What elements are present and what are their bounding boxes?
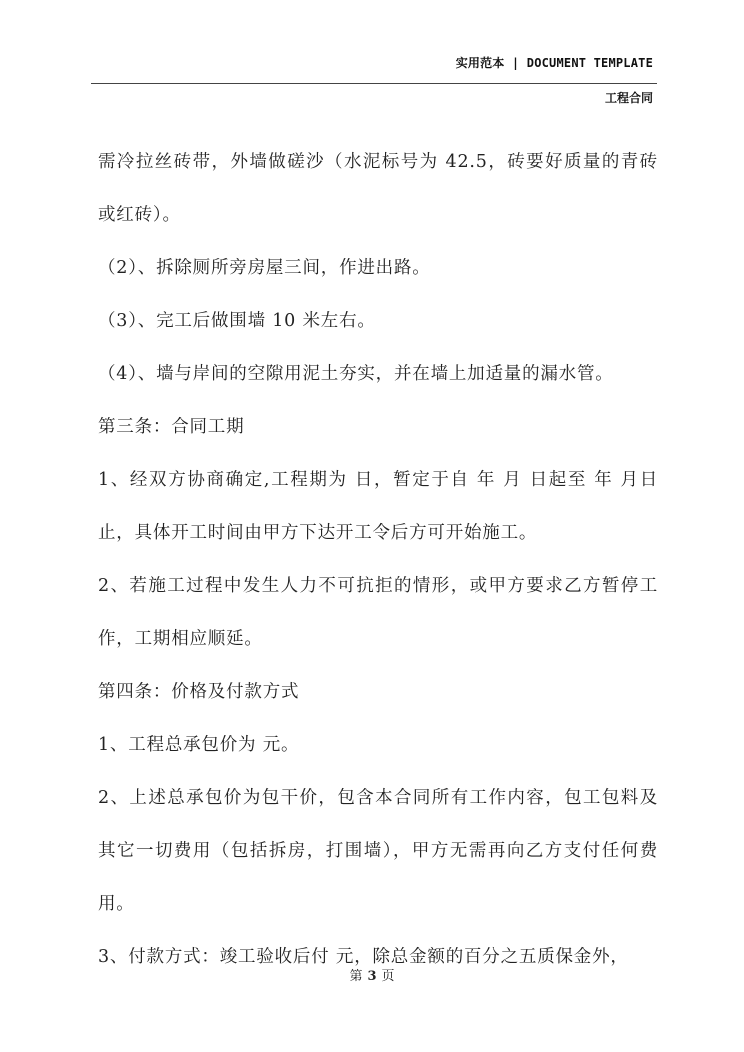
paragraph-schedule-extension: 2、若施工过程中发生人力不可抗拒的情形，或甲方要求乙方暂停工作，工期相应顺延。: [98, 576, 658, 649]
page-number: 3: [367, 969, 377, 984]
header-divider: [91, 83, 657, 84]
document-body: [98, 136, 658, 984]
paragraph-schedule: 1、经双方协商确定,工程期为 日，暂定于自 年 月 日起至 年 月日止，具体开工时间由甲方下达开工令后方可开始施工。: [98, 470, 658, 543]
section-heading-article-3: 第三条：合同工期: [98, 417, 245, 437]
page-footer: [0, 965, 744, 984]
paragraph-material-spec: 需冷拉丝砖带，外墙做磋沙（水泥标号为 42.5，砖要好质量的青砖或红砖）。: [98, 152, 658, 225]
paragraph-fill-gap: （4）、墙与岸间的空隙用泥土夯实，并在墙上加适量的漏水管。: [98, 364, 614, 384]
footer-suffix: 页: [381, 969, 395, 984]
paragraph-total-price: 1、工程总承包价为 元。: [98, 735, 300, 755]
header-title: 实用范本 | DOCUMENT TEMPLATE: [455, 56, 653, 70]
paragraph-build-wall: （3）、完工后做围墙 10 米左右。: [98, 311, 376, 331]
footer-prefix: 第: [349, 969, 363, 984]
section-heading-article-4: 第四条：价格及付款方式: [98, 682, 300, 702]
paragraph-payment-method: 3、付款方式：竣工验收后付 元，除总金额的百分之五质保金外，: [98, 947, 629, 967]
paragraph-lump-sum: 2、上述总承包价为包干价，包含本合同所有工作内容，包工包料及其它一切费用（包括拆房，打围墙），甲方无需再向乙方支付任何费用。: [98, 788, 658, 914]
header-subtitle: 工程合同: [604, 91, 653, 105]
paragraph-demolish-rooms: （2）、拆除厕所旁房屋三间，作进出路。: [98, 258, 431, 278]
